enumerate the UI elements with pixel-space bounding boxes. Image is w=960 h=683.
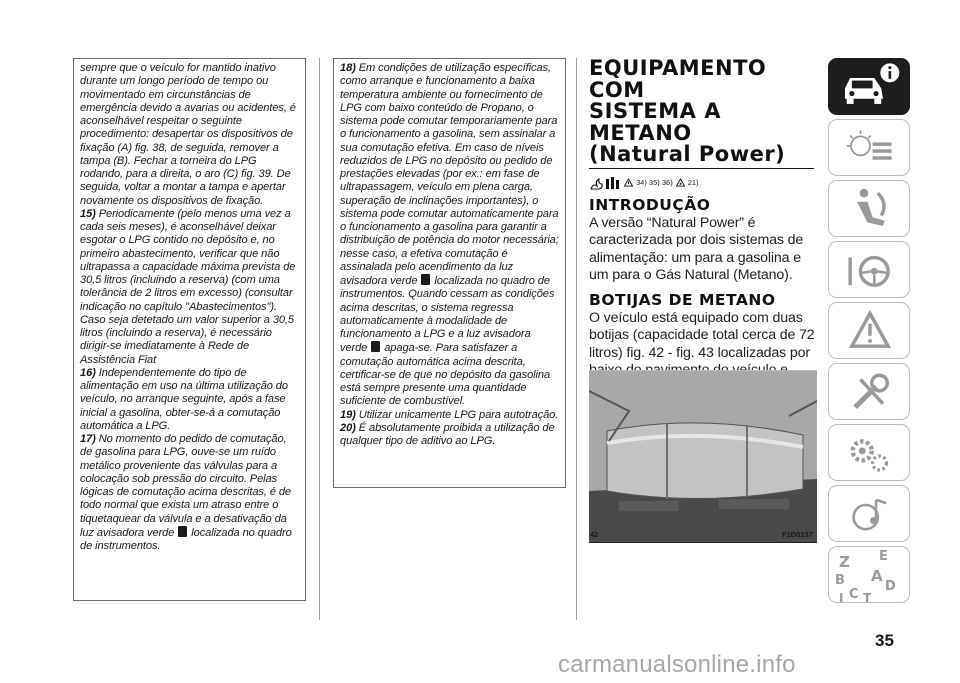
warning-triangle-icon [624,178,633,187]
note-number: 19) [340,408,356,421]
note-18 [340,62,560,409]
title-line: EQUIPAMENTO COM [589,56,767,102]
note-20 [340,422,560,449]
page-number: 35 [875,631,894,650]
index-letter: B [835,573,845,588]
note-text: Independentemente do tipo de alimentação em uso na última utilização do veículo, no arranque seguinte, após a fase inicial a gasolina, obter-se-á a comutação automática a LPG. [80,366,288,432]
warning-references [589,175,817,191]
intro-paragraph: A versão “Natural Power” é caracterizada por dois sistemas de alimentação: um para a gasolina e um para o Gás Natural (Metano). [589,214,804,283]
note-number: 17) [80,433,96,445]
caution-triangle-icon [676,178,685,187]
tab-maintenance[interactable] [828,424,910,481]
note-19 [340,409,560,422]
note-number: 16) [80,366,96,379]
main-column [589,58,817,421]
fuel-pump-icon [178,526,187,537]
note-number: 15) [80,207,96,220]
note-text: localizada no quadro de instrumentos. Quando cessam as condições acima descritas, o sistema regressa automaticamente à modalidade de funcionamento a LPG e a luz avisadora verde [340,275,555,355]
note-number: 18) [340,62,356,74]
note-text: apaga-se. Para satisfazer a comutação automática acima descrita, certificar-se de que no depósito da gasolina está sempre presente uma quantidade suficiente de combustível. [340,342,551,408]
safety-airbag-icon [829,181,911,238]
index-letter: A [871,567,883,585]
index-letter: I [839,591,844,605]
index-letter: T [863,591,872,605]
note-text: No momento do pedido de comutação, de gasolina para LPG, ouve-se um ruído metálico proveniente das válvulas para a colocação sob pressão do circuito. Pelas lógicas de comutação acima descritas, é de todo normal que exista um atraso entre o tiquetaquear da válvula e a desativação da luz avisadora verde [80,433,292,539]
note-text: Utilizar unicamente LPG para autotração. [358,408,559,421]
multimedia-icon [829,486,911,543]
title-line: SISTEMA A METANO [589,99,721,145]
tab-emergency[interactable] [828,363,910,420]
title-underline [589,168,814,169]
title-line: (Natural Power) [589,142,786,166]
note-number: 20) [340,421,356,434]
column-divider [576,58,577,620]
note-text: localizada no quadro de instrumentos. [80,526,292,552]
maintenance-gears-icon [829,425,911,482]
note-text: É absolutamente proibida a utilização de qualquer tipo de aditivo ao LPG. [340,421,555,447]
note-16 [80,367,300,433]
tab-dashboard-lights[interactable] [828,119,910,176]
warning-triangle-icon [829,303,911,360]
warning-ref-numbers: 34) 35) 36) [636,178,673,187]
note-15 [80,208,300,367]
fuel-pump-icon [371,341,380,352]
index-letter: E [879,549,888,564]
tab-index[interactable] [828,546,910,603]
tab-car-info[interactable] [828,58,910,115]
fuel-pump-icon [421,274,430,285]
tab-driving[interactable] [828,241,910,298]
index-letter: Z [839,553,850,571]
notes-column-1 [73,58,306,601]
tab-safety[interactable] [828,180,910,237]
methane-cylinder-image [589,371,817,542]
car-info-icon [829,59,911,116]
section-heading-intro: INTRODUÇÃO [589,195,711,214]
figure-number: 42 [590,530,599,539]
column-divider [319,58,320,620]
steering-wheel-icon [829,242,911,299]
section-heading-cylinders: BOTIJAS DE METANO [589,290,776,309]
methane-cylinder-figure [589,370,817,543]
figure-code: F1D0137 [782,530,813,539]
index-letter: D [885,579,896,594]
note-intro: sempre que o veículo for mantido inativo durante um longo período de tempo ou movimentado em circunstâncias de emergência devido a avarias ou acidentes, é aconselhável respeitar o seguinte procedimento: desapertar os dispositivos de fixação (A) fig. 38, de seguida, remover a tampa (B). Fechar a torneira do LPG rodando, para a direita, o aro (C) fig. 39. De seguida, voltar a montar a tampa e apertar novamente os dispositivos de fixação. [80,62,296,207]
cylinders-paragraph: O veículo está equipado com duas botijas (capacidade total cerca de 72 litros) fig. 42 - fig. 43 localizadas por [589,309,815,361]
dashboard-lights-icon [829,120,911,177]
note-17 [80,433,300,553]
tab-multimedia[interactable] [828,485,910,542]
notes-column-2 [333,58,566,488]
site-watermark[interactable]: carmanualsonline.info [558,651,796,678]
page-title [589,58,817,166]
note-text: Em condições de utilização específicas, como arranque e funcionamento a baixa temperatura ambiente ou fornecimento de LPG com baixo conteúdo de Propano, o sistema pode comutar temporariamente para o funcionamento a gasolina, sem assinalar a sua comutação efetiva. Em caso de níveis reduzidos de LPG no depósito ou pedido de prestações elevadas (por ex.: em fase de ultrapassagem, veículo em plena carga, superação de inclinações importantes), o sistema pode comutar automaticamente para o funcionamento a gasolina para garantir a distribuição de potência do motor necessária; nesse caso, a efetiva comutação é assinalada pelo acendimento da luz avisadora verde [340,62,559,287]
fire-hazard-icon [589,175,621,191]
caution-ref-numbers: 21) [687,178,699,187]
tab-warnings[interactable] [828,302,910,359]
emergency-wrench-icon [829,364,911,421]
note-text: Periodicamente (pelo menos uma vez a cada seis meses), é aconselhável deixar esgotar o LPG contido no depósito e, no primeiro abastecimento, verificar que não ultrapassa a capacidade máxima prevista de 30,5 litros (incluindo a reserva) (com uma tolerância de 2 litros em excesso) (consultar indicação no capítulo "Abastecimentos"). Caso seja detetado um valor superior a 30,5 litros (incluindo a reserva), é necessário dirigir-se imediatamente à Rede de Assistência Fiat [80,207,296,366]
index-letter: C [849,587,859,602]
